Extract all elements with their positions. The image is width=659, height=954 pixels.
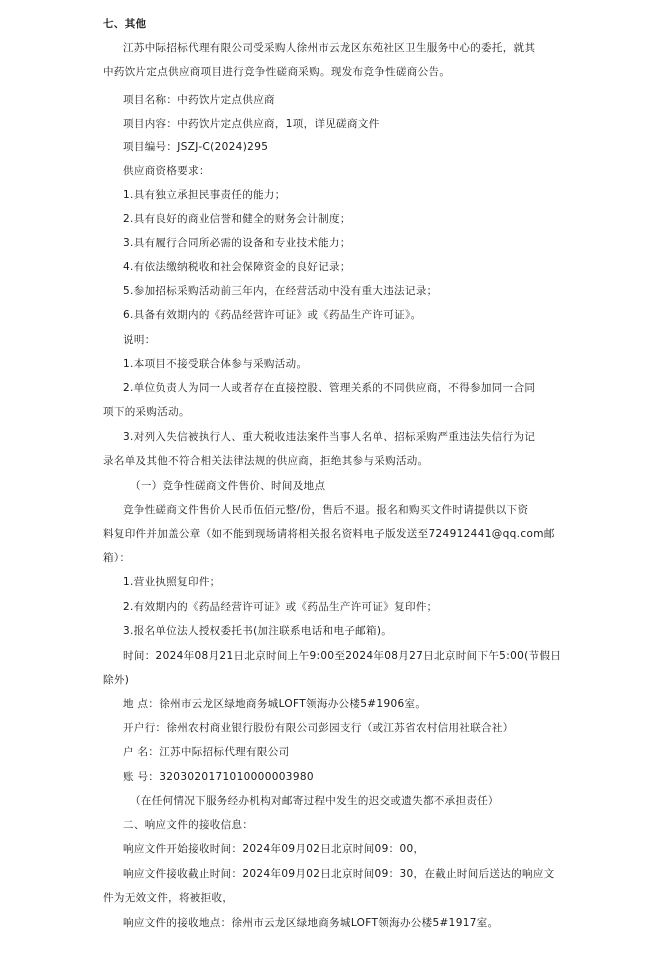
qualification-heading: 供应商资格要求： [123,165,210,177]
disclaimer: （在任何情况下服务经办机构对邮寄过程中发生的迟交或遗失都不承担责任） [130,795,499,807]
account-number: 账 号：3203020171010000003980 [123,771,314,783]
account-name: 户 名：江苏中际招标代理有限公司 [123,746,290,758]
note-item: 2.单位负责人为同一人或者存在直接控股、管理关系的不同供应商，不得参加同一合同 [123,382,536,394]
note-item: 3.对列入失信被执行人、重大税收违法案件当事人名单、招标采购严重违法失信行为记 [123,431,536,443]
note-item: 1.本项目不接受联合体参与采购活动。 [123,358,308,370]
price-paragraph-line: 料复印件并加盖公章（如不能到现场请将相关报名资料电子版发送至724912441@qq.com邮 [103,528,555,540]
intro-paragraph-line: 中药饮片定点供应商项目进行竞争性磋商采购。现发布竞争性磋商公告。 [103,66,451,78]
required-document: 2.有效期内的《药品经营许可证》或《药品生产许可证》复印件； [123,601,438,613]
receipt-deadline: 响应文件接收截止时间：2024年09月02日北京时间09：30，在截止时间后送达的响应文 [123,868,555,880]
receipt-location: 响应文件的接收地点：徐州市云龙区绿地商务城LOFT领海办公楼5#1917室。 [123,917,499,929]
receipt-deadline-continuation: 件为无效文件，将被拒收， [103,892,234,904]
price-paragraph-line: 箱）： [103,552,131,564]
note-item-continuation: 项下的采购活动。 [103,406,190,418]
note-item-continuation: 录名单及其他不符合相关法律法规的供应商，拒绝其参与采购活动。 [103,455,429,467]
intro-paragraph-line: 江苏中际招标代理有限公司受采购人徐州市云龙区东苑社区卫生服务中心的委托，就其 [123,42,536,54]
qualification-item: 3.具有履行合同所必需的设备和专业技术能力； [123,237,351,249]
section-heading: 七、其他 [103,18,147,30]
project-number: 项目编号：JSZJ-C(2024)295 [123,141,269,153]
project-name: 项目名称：中药饮片定点供应商 [123,94,275,106]
price-paragraph-line: 竞争性磋商文件售价人民币伍佰元整/份，售后不退。报名和购买文件时请提供以下资 [123,504,529,516]
sale-time-continuation: 除外) [103,674,130,686]
subsection-heading: （一）竞争性磋商文件售价、时间及地点 [130,480,326,492]
sale-location: 地 点：徐州市云龙区绿地商务城LOFT领海办公楼5#1906室。 [123,698,427,710]
qualification-item: 1.具有独立承担民事责任的能力； [123,189,286,201]
section-heading-2: 二、响应文件的接收信息： [123,819,254,831]
sale-time: 时间：2024年08月21日北京时间上午9:00至2024年08月27日北京时间下午5:00(节假日 [123,650,562,662]
project-content: 项目内容：中药饮片定点供应商，1项，详见磋商文件 [123,118,380,130]
required-document: 1.营业执照复印件； [123,576,221,588]
required-document: 3.报名单位法人授权委托书(加注联系电话和电子邮箱)。 [123,625,393,637]
qualification-item: 5.参加招标采购活动前三年内，在经营活动中没有重大违法记录； [123,285,438,297]
bank-name: 开户行：徐州农村商业银行股份有限公司彭园支行（或江苏省农村信用社联合社） [123,722,514,734]
qualification-item: 4.有依法缴纳税收和社会保障资金的良好记录； [123,261,351,273]
receipt-start-time: 响应文件开始接收时间：2024年09月02日北京时间09：00， [123,843,425,855]
qualification-item: 2.具有良好的商业信誉和健全的财务会计制度； [123,213,351,225]
notes-heading: 说明： [123,334,156,346]
qualification-item: 6.具备有效期内的《药品经营许可证》或《药品生产许可证》。 [123,309,422,321]
